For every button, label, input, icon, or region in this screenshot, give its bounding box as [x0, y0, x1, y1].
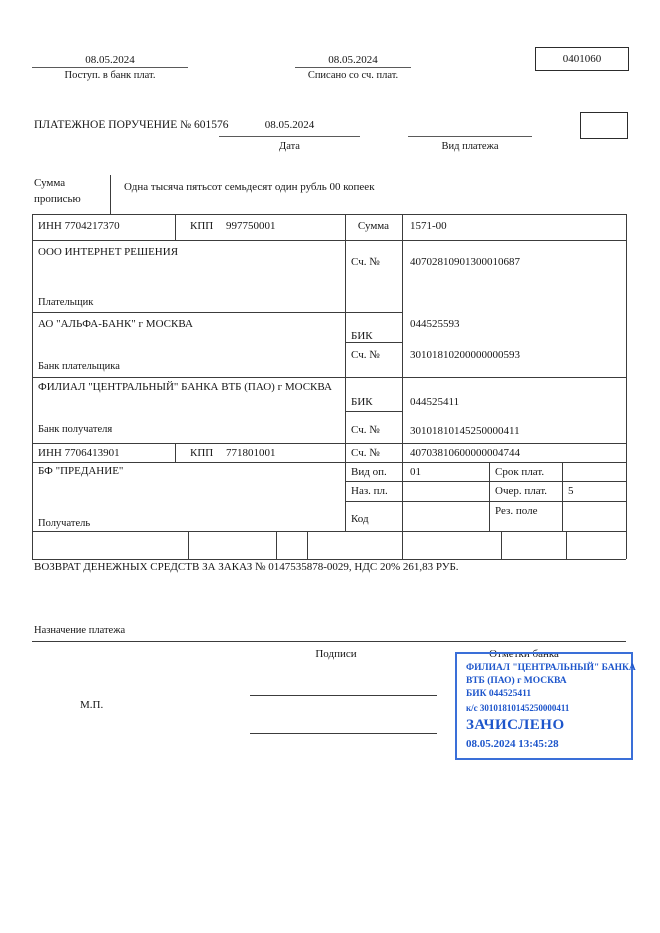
document-date: 08.05.2024 [264, 119, 315, 131]
purpose-code-label: Наз. пл. [351, 485, 388, 497]
payee-inn: ИНН 7706413901 [38, 447, 120, 459]
reserve-field-label: Рез. поле [495, 505, 538, 517]
stamp-bank-line1: ФИЛИАЛ "ЦЕНТРАЛЬНЫЙ" БАНКА [466, 663, 636, 673]
payer-section-label: Плательщик [38, 297, 94, 308]
table-line [626, 214, 627, 559]
table-line [32, 531, 626, 532]
debited-date-underline [295, 67, 411, 68]
payee-account-label: Сч. № [351, 447, 380, 459]
payee-bank-account-label: Сч. № [351, 424, 380, 436]
pay-term-label: Срок плат. [495, 466, 545, 478]
table-line [489, 462, 490, 531]
table-line [345, 501, 626, 502]
date-label: Дата [279, 141, 300, 152]
received-date-label: Поступ. в банк плат. [64, 70, 156, 81]
table-line [32, 462, 626, 463]
stamp-corr-account: к/с 30101810145250000411 [466, 703, 570, 713]
amount-label: Сумма [357, 220, 390, 232]
payee-section-label: Получатель [38, 518, 91, 529]
table-line [32, 214, 33, 559]
payee-bank-account-value: 30101810145250000411 [410, 425, 520, 437]
form-code-box: 0401060 [535, 47, 629, 71]
purpose-label: Назначение платежа [34, 625, 126, 636]
payee-account-value: 40703810600000004744 [410, 447, 520, 459]
priority-label: Очер. плат. [495, 485, 548, 497]
payer-bank-name: АО "АЛЬФА-БАНК" г МОСКВА [38, 318, 193, 330]
stamp-bank-line2: ВТБ (ПАО) г МОСКВА [466, 676, 567, 686]
stamp-datetime: 08.05.2024 13:45:28 [466, 738, 559, 750]
payee-kpp-value: 771801001 [226, 447, 276, 459]
payee-bank-bik-value: 044525411 [410, 396, 460, 408]
code-label: Код [351, 513, 369, 525]
payee-kpp-label: КПП [190, 447, 214, 459]
table-line [345, 481, 626, 482]
signature-line-1 [250, 695, 437, 696]
payee-bank-bik-label: БИК [351, 396, 373, 408]
date-underline [219, 136, 360, 137]
payment-type-box [580, 112, 628, 139]
payment-type-label: Вид платежа [441, 141, 499, 152]
table-line [175, 443, 176, 462]
table-line [307, 531, 308, 559]
table-line [32, 377, 626, 378]
amount-words-value: Одна тысяча пятьсот семьдесят один рубль 00 копеек [124, 181, 375, 193]
amount-value: 1571-00 [410, 220, 447, 232]
purpose-underline [32, 641, 626, 642]
priority-value: 5 [568, 485, 574, 497]
received-date: 08.05.2024 [85, 54, 135, 66]
bank-stamp [455, 652, 636, 760]
table-line [345, 214, 346, 531]
table-line [32, 559, 626, 560]
table-line [276, 531, 277, 559]
payer-account-label: Сч. № [351, 256, 380, 268]
stamp-status: ЗАЧИСЛЕНО [466, 717, 565, 733]
signature-line-2 [250, 733, 437, 734]
payer-name: ООО ИНТЕРНЕТ РЕШЕНИЯ [38, 246, 179, 258]
payer-bank-account-label: Сч. № [351, 349, 380, 361]
table-line [402, 214, 403, 559]
payer-bank-account-value: 30101810200000000593 [410, 349, 520, 361]
table-line [175, 214, 176, 240]
payer-kpp-label: КПП [190, 220, 214, 232]
table-line [32, 214, 626, 215]
payer-inn: ИНН 7704217370 [38, 220, 120, 232]
stamp-bik: БИК 044525411 [466, 689, 532, 699]
debited-date: 08.05.2024 [328, 54, 378, 66]
table-line [32, 312, 402, 313]
op-type-value: 01 [410, 466, 421, 478]
purpose-text: ВОЗВРАТ ДЕНЕЖНЫХ СРЕДСТВ ЗА ЗАКАЗ № 0147535878-0029, НДС 20% 261,83 РУБ. [34, 561, 459, 573]
document-title: ПЛАТЕЖНОЕ ПОРУЧЕНИЕ № 601576 [34, 119, 229, 131]
signatures-label: Подписи [315, 648, 357, 660]
table-line [32, 240, 626, 241]
bank-marks-label: Отметки банка [489, 648, 559, 660]
payee-bank-section-label: Банк получателя [38, 424, 113, 435]
payee-name: БФ "ПРЕДАНИЕ" [38, 465, 124, 477]
table-line [188, 531, 189, 559]
amount-words-divider [110, 175, 111, 214]
amount-words-label: Сумма прописью [34, 177, 81, 205]
received-date-underline [32, 67, 188, 68]
table-line [562, 462, 563, 531]
payee-bank-name: ФИЛИАЛ "ЦЕНТРАЛЬНЫЙ" БАНКА ВТБ (ПАО) г МОСКВА [38, 381, 332, 393]
payer-account-value: 40702810901300010687 [410, 256, 520, 268]
payer-bank-section-label: Банк плательщика [38, 361, 120, 372]
debited-date-label: Списано со сч. плат. [307, 70, 399, 81]
payment-type-underline [408, 136, 532, 137]
payer-bank-bik-label: БИК [351, 330, 373, 342]
payer-kpp-value: 997750001 [226, 220, 276, 232]
table-line [32, 443, 626, 444]
payer-bank-bik-value: 044525593 [410, 318, 460, 330]
stamp-place-label: М.П. [80, 699, 104, 711]
table-line [345, 411, 402, 412]
table-line [501, 531, 502, 559]
table-line [566, 531, 567, 559]
op-type-label: Вид оп. [351, 466, 387, 478]
